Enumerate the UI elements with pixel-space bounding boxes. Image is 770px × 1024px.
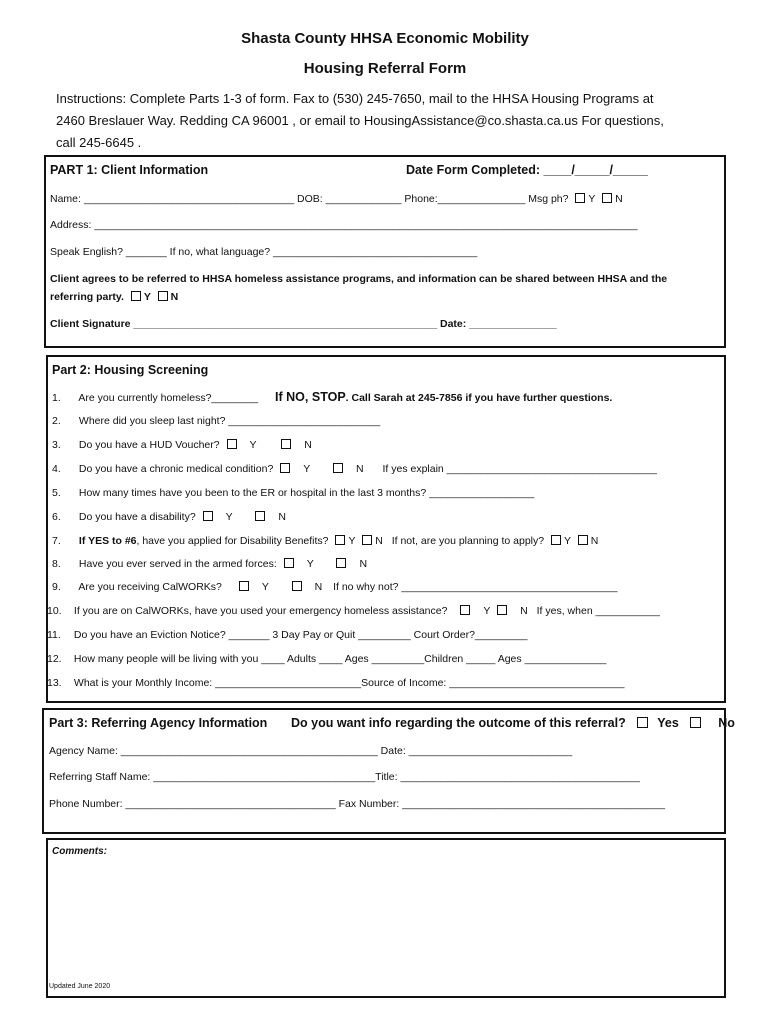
q10-yes-label: Y	[483, 605, 491, 617]
q8-number: 8.	[52, 558, 61, 570]
consent-no-checkbox[interactable]	[158, 291, 168, 301]
consent-yes-checkbox[interactable]	[131, 291, 141, 301]
q5-text[interactable]: How many times have you been to the ER or hospital in the last 3 months? __________________	[78, 487, 535, 499]
q8-no-checkbox[interactable]	[336, 558, 346, 568]
q10-text: If you are on CalWORKs, have you used your emergency homeless assistance?	[73, 605, 448, 617]
q12-number: 12.	[47, 653, 62, 665]
q4-number: 4.	[52, 463, 61, 475]
q9-text: Are you receiving CalWORKs?	[78, 581, 222, 593]
address-field[interactable]: Address: _____________________________________________________________________________________________	[50, 219, 638, 231]
q3-yes-checkbox[interactable]	[227, 439, 237, 449]
q3-no-checkbox[interactable]	[281, 439, 291, 449]
q2-number: 2.	[52, 415, 61, 427]
q3-number: 3.	[52, 439, 61, 451]
speak-english-field[interactable]: Speak English? _______ If no, what language? ___________________________________	[50, 246, 478, 258]
q3-text: Do you have a HUD Voucher?	[78, 439, 220, 451]
q7-plan-text: If not, are you planning to apply?	[391, 535, 545, 547]
q9-number: 9.	[52, 581, 61, 593]
instructions	[56, 88, 716, 154]
q4-explain[interactable]: If yes explain ____________________________________	[382, 463, 657, 475]
q3-yes-label: Y	[249, 439, 257, 451]
q1-number: 1.	[52, 392, 61, 404]
outcome-no-checkbox[interactable]	[690, 717, 701, 728]
q10-no-checkbox[interactable]	[497, 605, 507, 615]
part1-header: PART 1: Client Information	[50, 163, 209, 177]
outcome-yes-checkbox[interactable]	[637, 717, 648, 728]
q6-text: Do you have a disability?	[78, 511, 196, 523]
q9-why-not[interactable]: If no why not? _____________________________________	[333, 581, 618, 593]
msg-ph-no-checkbox[interactable]	[602, 193, 612, 203]
q9-no-label: N	[314, 581, 323, 593]
q7-yes-checkbox[interactable]	[335, 535, 345, 545]
instructions-line2: 2460 Breslauer Way. Redding CA 96001 , or email to HousingAssistance@co.shasta.ca.us For questions,	[56, 113, 664, 128]
q1-text[interactable]: Are you currently homeless?________	[78, 392, 259, 404]
q7-text: , have you applied for Disability Benefits?	[136, 535, 329, 547]
name-dob-phone-fields[interactable]: Name: ____________________________________ DOB: _____________ Phone:_______________ Msg ph?	[50, 193, 569, 205]
comments-label: Comments:	[52, 846, 108, 857]
question-7	[52, 535, 598, 547]
q6-number: 6.	[52, 511, 61, 523]
question-8	[52, 558, 367, 570]
q4-text: Do you have a chronic medical condition?	[78, 463, 274, 475]
consent-yes-label: Y	[143, 291, 151, 303]
question-2	[52, 415, 380, 427]
q10-yes-checkbox[interactable]	[460, 605, 470, 615]
q2-text[interactable]: Where did you sleep last night? __________________________	[78, 415, 381, 427]
q8-no-label: N	[359, 558, 368, 570]
date-form-completed[interactable]: Date Form Completed: ____/_____/_____	[406, 163, 648, 177]
outcome-yes-label: Yes	[657, 716, 679, 730]
q7-no-checkbox[interactable]	[362, 535, 372, 545]
phone-fax-field[interactable]: Phone Number: ____________________________________ Fax Number: _____________________________________________	[49, 798, 665, 810]
q6-yes-checkbox[interactable]	[203, 511, 213, 521]
name-dob-phone-row	[50, 193, 623, 205]
q5-number: 5.	[52, 487, 61, 499]
part3-header: Part 3: Referring Agency Information	[49, 716, 268, 730]
instructions-line1: Instructions: Complete Parts 1-3 of form. Fax to (530) 245-7650, mail to the HHSA Housing Programs at	[56, 91, 654, 106]
form-title-line1: Shasta County HHSA Economic Mobility	[241, 30, 529, 47]
q9-yes-label: Y	[261, 581, 269, 593]
q8-yes-checkbox[interactable]	[284, 558, 294, 568]
q8-yes-label: Y	[306, 558, 314, 570]
q7-plan-yes-checkbox[interactable]	[551, 535, 561, 545]
consent-text-line1: Client agrees to be referred to HHSA homeless assistance programs, and information can be shared between HHSA and the	[50, 273, 668, 285]
q7-plan-no-checkbox[interactable]	[578, 535, 588, 545]
question-12	[47, 653, 606, 665]
agency-name-field[interactable]: Agency Name: ____________________________________________ Date: ____________________________	[49, 745, 573, 757]
q1-call: . Call Sarah at 245-7856 if you have further questions.	[345, 392, 613, 404]
consent-text-line2: referring party.	[50, 291, 124, 303]
client-signature-field[interactable]: Client Signature ____________________________________________________ Date: _______________	[50, 318, 557, 330]
question-4	[52, 463, 657, 475]
form-title-line2: Housing Referral Form	[303, 60, 467, 77]
q10-no-label: N	[520, 605, 528, 617]
q9-yes-checkbox[interactable]	[239, 581, 249, 591]
msg-ph-yes-label: Y	[588, 193, 596, 205]
q4-yes-checkbox[interactable]	[280, 463, 290, 473]
q9-no-checkbox[interactable]	[292, 581, 302, 591]
consent-row	[50, 291, 178, 303]
question-9	[52, 581, 617, 593]
msg-ph-no-label: N	[615, 193, 623, 205]
q7-plan-yes-label: Y	[564, 535, 571, 547]
question-1	[52, 390, 612, 404]
question-10	[47, 605, 660, 617]
q6-no-label: N	[278, 511, 286, 523]
q8-text: Have you ever served in the armed forces:	[78, 558, 277, 570]
q4-no-label: N	[355, 463, 364, 475]
q11-text[interactable]: Do you have an Eviction Notice? _______ 3 Day Pay or Quit _________ Court Order?_________	[73, 629, 528, 641]
question-6	[52, 511, 286, 523]
updated-note: Updated June 2020	[49, 983, 111, 990]
q6-yes-label: Y	[225, 511, 233, 523]
q10-when[interactable]: If yes, when ___________	[536, 605, 660, 617]
comments-box[interactable]	[46, 838, 726, 998]
question-11	[47, 629, 527, 641]
q4-no-checkbox[interactable]	[333, 463, 343, 473]
q13-text[interactable]: What is your Monthly Income: _________________________Source of Income: ______________________________	[73, 677, 625, 689]
outcome-no-label: No	[718, 716, 735, 730]
part2-header: Part 2: Housing Screening	[52, 363, 209, 377]
q7-yes-label: Y	[348, 535, 356, 547]
referring-staff-field[interactable]: Referring Staff Name: ______________________________________Title: _________________________________________	[49, 771, 640, 783]
q4-yes-label: Y	[303, 463, 311, 475]
q10-number: 10.	[47, 605, 62, 617]
question-13	[47, 677, 624, 689]
q7-number: 7.	[52, 535, 61, 547]
q12-text[interactable]: How many people will be living with you ____ Adults ____ Ages _________Children _____ Ages ______________	[73, 653, 607, 665]
q7-no-label: N	[375, 535, 383, 547]
q7-condition: If YES to #6	[78, 535, 137, 547]
q7-plan-no-label: N	[590, 535, 599, 547]
instructions-line3: call 245-6645 .	[56, 135, 142, 150]
msg-ph-yes-checkbox[interactable]	[575, 193, 585, 203]
question-3	[52, 439, 312, 451]
q6-no-checkbox[interactable]	[255, 511, 265, 521]
part2-box	[46, 355, 726, 703]
q13-number: 13.	[47, 677, 62, 689]
outcome-question-text: Do you want info regarding the outcome of this referral?	[291, 716, 626, 730]
outcome-question	[291, 716, 735, 730]
q3-no-label: N	[304, 439, 312, 451]
q1-stop: If NO, STOP	[275, 390, 346, 404]
question-5	[52, 487, 534, 499]
consent-no-label: N	[170, 291, 179, 303]
q11-number: 11.	[47, 629, 61, 641]
